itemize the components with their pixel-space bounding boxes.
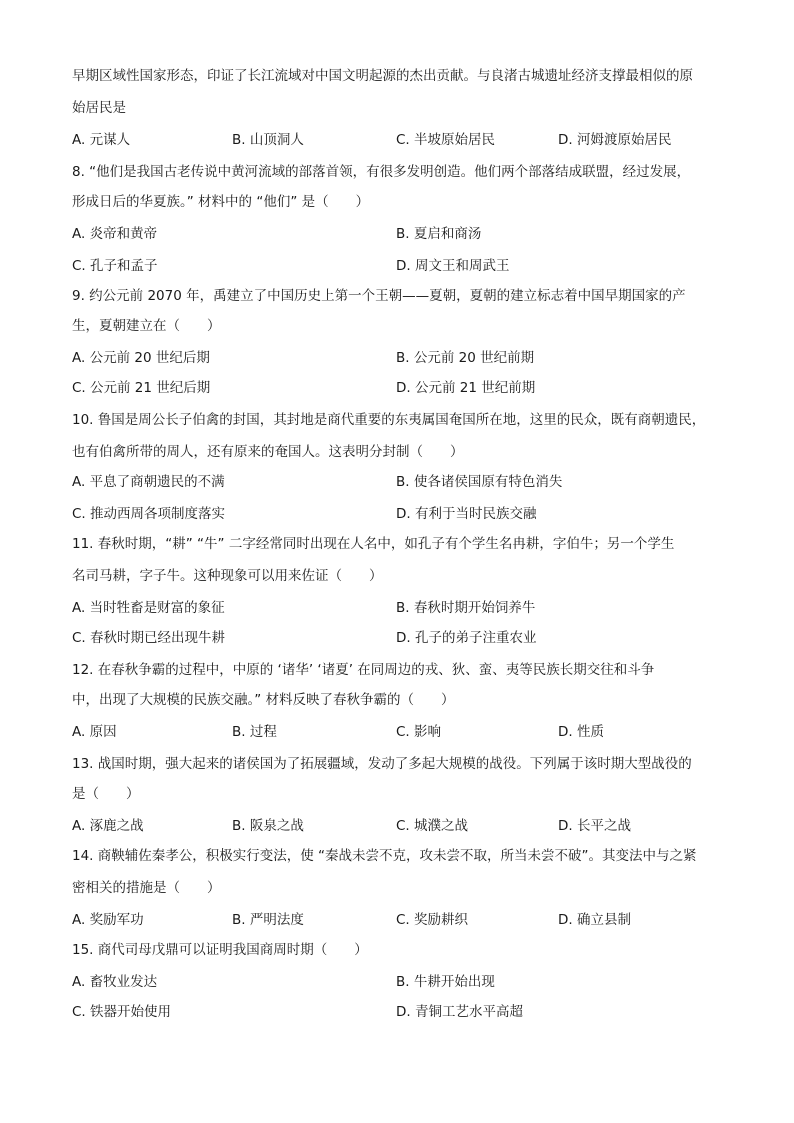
q10-option-b[interactable]: B. 使各诸侯国原有特色消失	[396, 474, 563, 490]
q8-option-c[interactable]: C. 孔子和孟子	[72, 258, 158, 274]
q14-option-d[interactable]: D. 确立县制	[558, 912, 631, 928]
q10-option-d[interactable]: D. 有利于当时民族交融	[396, 506, 537, 522]
q10-option-c[interactable]: C. 推动西周各项制度落实	[72, 506, 226, 522]
q14-option-a[interactable]: A. 奖励军功	[72, 912, 144, 928]
q11-stem-line1: 11. 春秋时期，“耕” “牛” 二字经常同时出现在人名中，如孔子有个学生名冉耕，字伯牛；另一个学生	[72, 536, 675, 552]
q9-option-a[interactable]: A. 公元前 20 世纪后期	[72, 350, 210, 366]
q15-stem-line1: 15. 商代司母戊鼎可以证明我国商周时期（ ）	[72, 942, 368, 958]
q13-option-b[interactable]: B. 阪泉之战	[232, 818, 304, 834]
q11-option-a[interactable]: A. 当时牲畜是财富的象征	[72, 600, 225, 616]
q10-stem-line1: 10. 鲁国是周公长子伯禽的封国，其封地是商代重要的东夷属国奄国所在地，这里的民众，既有商朝遗民，	[72, 412, 706, 428]
q10-stem-line2: 也有伯禽所带的周人，还有原来的奄国人。这表明分封制（ ）	[72, 444, 464, 460]
q13-option-a[interactable]: A. 涿鹿之战	[72, 818, 144, 834]
q12-stem-line2: 中，出现了大规模的民族交融。” 材料反映了春秋争霸的（ ）	[72, 692, 455, 708]
q11-option-b[interactable]: B. 春秋时期开始饲养牛	[396, 600, 536, 616]
q7-stem-line2: 始居民是	[72, 100, 126, 116]
q15-option-b[interactable]: B. 牛耕开始出现	[396, 974, 495, 990]
q13-option-c[interactable]: C. 城濮之战	[396, 818, 469, 834]
q7-stem-line1: 早期区域性国家形态，印证了长江流域对中国文明起源的杰出贡献。与良渚古城遗址经济支撑最相似的原	[72, 68, 693, 84]
q11-stem-line2: 名司马耕，字子牛。这种现象可以用来佐证（ ）	[72, 568, 383, 584]
q9-stem-line2: 生，夏朝建立在（ ）	[72, 318, 221, 334]
q13-option-d[interactable]: D. 长平之战	[558, 818, 631, 834]
q15-option-d[interactable]: D. 青铜工艺水平高超	[396, 1004, 523, 1020]
q14-stem-line2: 密相关的措施是（ ）	[72, 880, 221, 896]
q15-option-c[interactable]: C. 铁器开始使用	[72, 1004, 172, 1020]
q12-option-b[interactable]: B. 过程	[232, 724, 277, 740]
q14-stem-line1: 14. 商鞅辅佐秦孝公，积极实行变法，使 “秦战未尝不克，攻未尝不取，所当未尝不破”。其变法中与之紧	[72, 848, 697, 864]
q9-option-b[interactable]: B. 公元前 20 世纪前期	[396, 350, 535, 366]
q8-stem-line2: 形成日后的华夏族。” 材料中的 “他们” 是（ ）	[72, 194, 370, 210]
q7-option-b[interactable]: B. 山顶洞人	[232, 132, 304, 148]
q12-stem-line1: 12. 在春秋争霸的过程中，中原的 ‘诸华’ ‘诸夏’ 在同周边的戎、狄、蛮、夷等民族长期交往和斗争	[72, 662, 655, 678]
q9-option-d[interactable]: D. 公元前 21 世纪前期	[396, 380, 536, 396]
q11-option-c[interactable]: C. 春秋时期已经出现牛耕	[72, 630, 226, 646]
q8-stem-line1: 8. “他们是我国古老传说中黄河流域的部落首领，有很多发明创造。他们两个部落结成联盟，经过发展，	[72, 164, 691, 180]
q8-option-d[interactable]: D. 周文王和周武王	[396, 258, 510, 274]
q13-stem-line1: 13. 战国时期，强大起来的诸侯国为了拓展疆域，发动了多起大规模的战役。下列属于该时期大型战役的	[72, 756, 692, 772]
q12-option-a[interactable]: A. 原因	[72, 724, 117, 740]
q15-option-a[interactable]: A. 畜牧业发达	[72, 974, 158, 990]
q9-stem-line1: 9. 约公元前 2070 年，禹建立了中国历史上第一个王朝——夏朝，夏朝的建立标志着中国早期国家的产	[72, 288, 686, 304]
q11-option-d[interactable]: D. 孔子的弟子注重农业	[396, 630, 537, 646]
q10-option-a[interactable]: A. 平息了商朝遗民的不满	[72, 474, 225, 490]
q14-option-b[interactable]: B. 严明法度	[232, 912, 304, 928]
q7-option-c[interactable]: C. 半坡原始居民	[396, 132, 496, 148]
q8-option-a[interactable]: A. 炎帝和黄帝	[72, 226, 158, 242]
q7-option-d[interactable]: D. 河姆渡原始居民	[558, 132, 672, 148]
q8-option-b[interactable]: B. 夏启和商汤	[396, 226, 482, 242]
q7-option-a[interactable]: A. 元谋人	[72, 132, 131, 148]
q12-option-c[interactable]: C. 影响	[396, 724, 442, 740]
q13-stem-line2: 是（ ）	[72, 786, 140, 802]
q9-option-c[interactable]: C. 公元前 21 世纪后期	[72, 380, 211, 396]
q14-option-c[interactable]: C. 奖励耕织	[396, 912, 469, 928]
q12-option-d[interactable]: D. 性质	[558, 724, 604, 740]
